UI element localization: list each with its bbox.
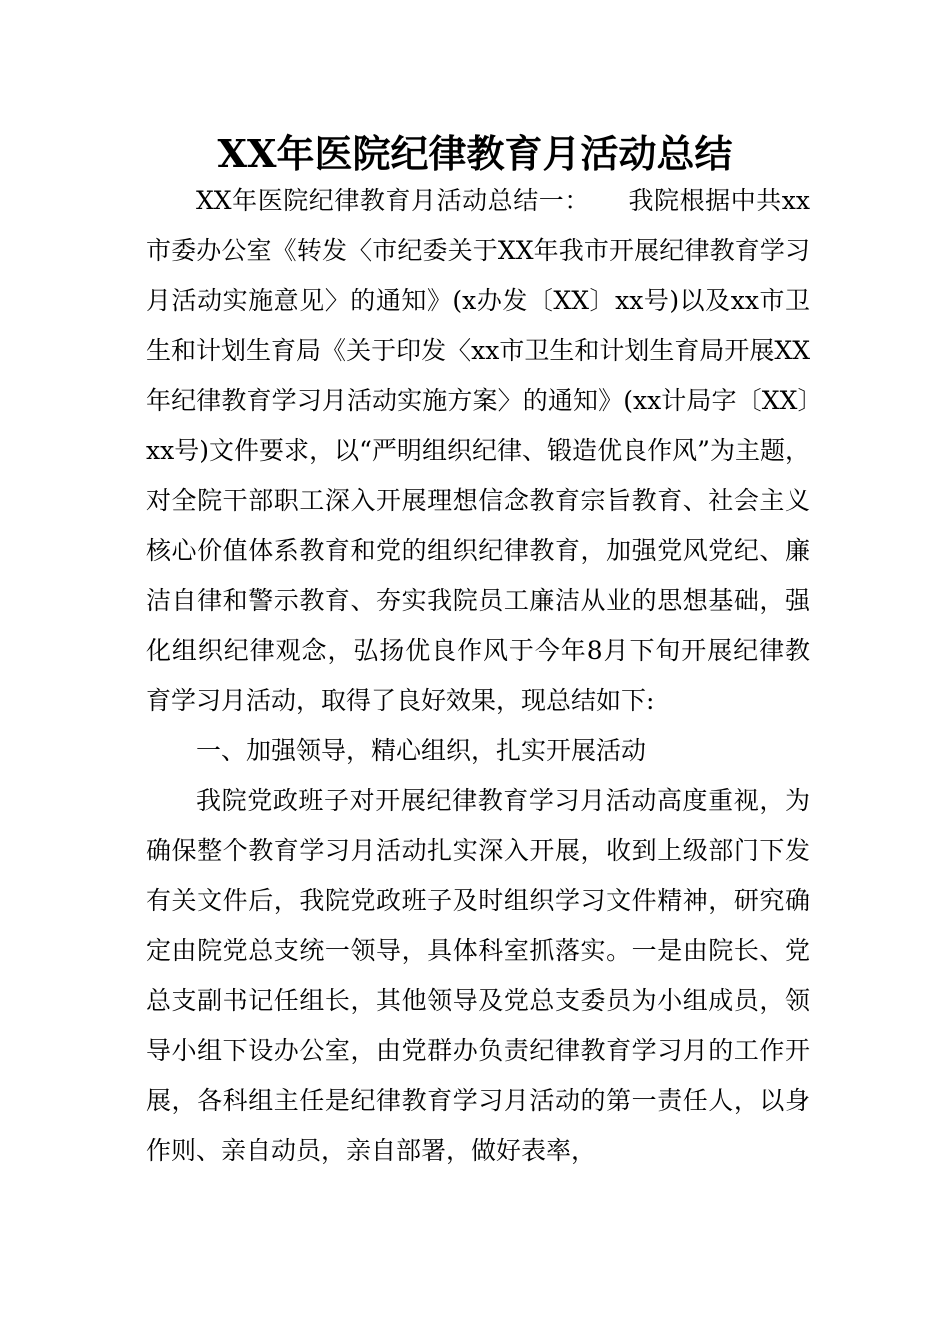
- document-body: [146, 176, 810, 1176]
- document-title: XX年医院纪律教育月活动总结: [217, 131, 733, 176]
- paragraph-intro: XX年医院纪律教育月活动总结一： 我院根据中共xx市委办公室《转发〈市纪委关于XX年我市开展纪律教育学习月活动实施意见〉的通知》(x办发〔XX〕xx号)以及xx市卫生和计划生育局《关于印发〈xx市卫生和计划生育局开展XX年纪律教育学习月活动实施方案〉的通知》(xx计局字〔XX〕xx号)文件要求，以“严明组织纪律、锻造优良作风”为主题，对全院干部职工深入开展理想信念教育宗旨教育、社会主义核心价值体系教育和党的组织纪律教育，加强党风党纪、廉洁自律和警示教育、夯实我院员工廉洁从业的思想基础，强化组织纪律观念，弘扬优良作风于今年8月下旬开展纪律教育学习月活动，取得了良好效果，现总结如下:: [146, 186, 810, 715]
- section-heading-1: 一、加强领导，精心组织，扎实开展活动: [196, 736, 647, 765]
- paragraph-section-1: 我院党政班子对开展纪律教育学习月活动高度重视，为确保整个教育学习月活动扎实深入开展，收到上级部门下发有关文件后，我院党政班子及时组织学习文件精神，研究确定由院党总支统一领导，具体科室抓落实。一是由院长、党总支副书记任组长，其他领导及党总支委员为小组成员，领导小组下设办公室，由党群办负责纪律教育学习月的工作开展，各科组主任是纪律教育学习月活动的第一责任人，以身作则、亲自动员，亲自部署，做好表率，: [146, 786, 810, 1165]
